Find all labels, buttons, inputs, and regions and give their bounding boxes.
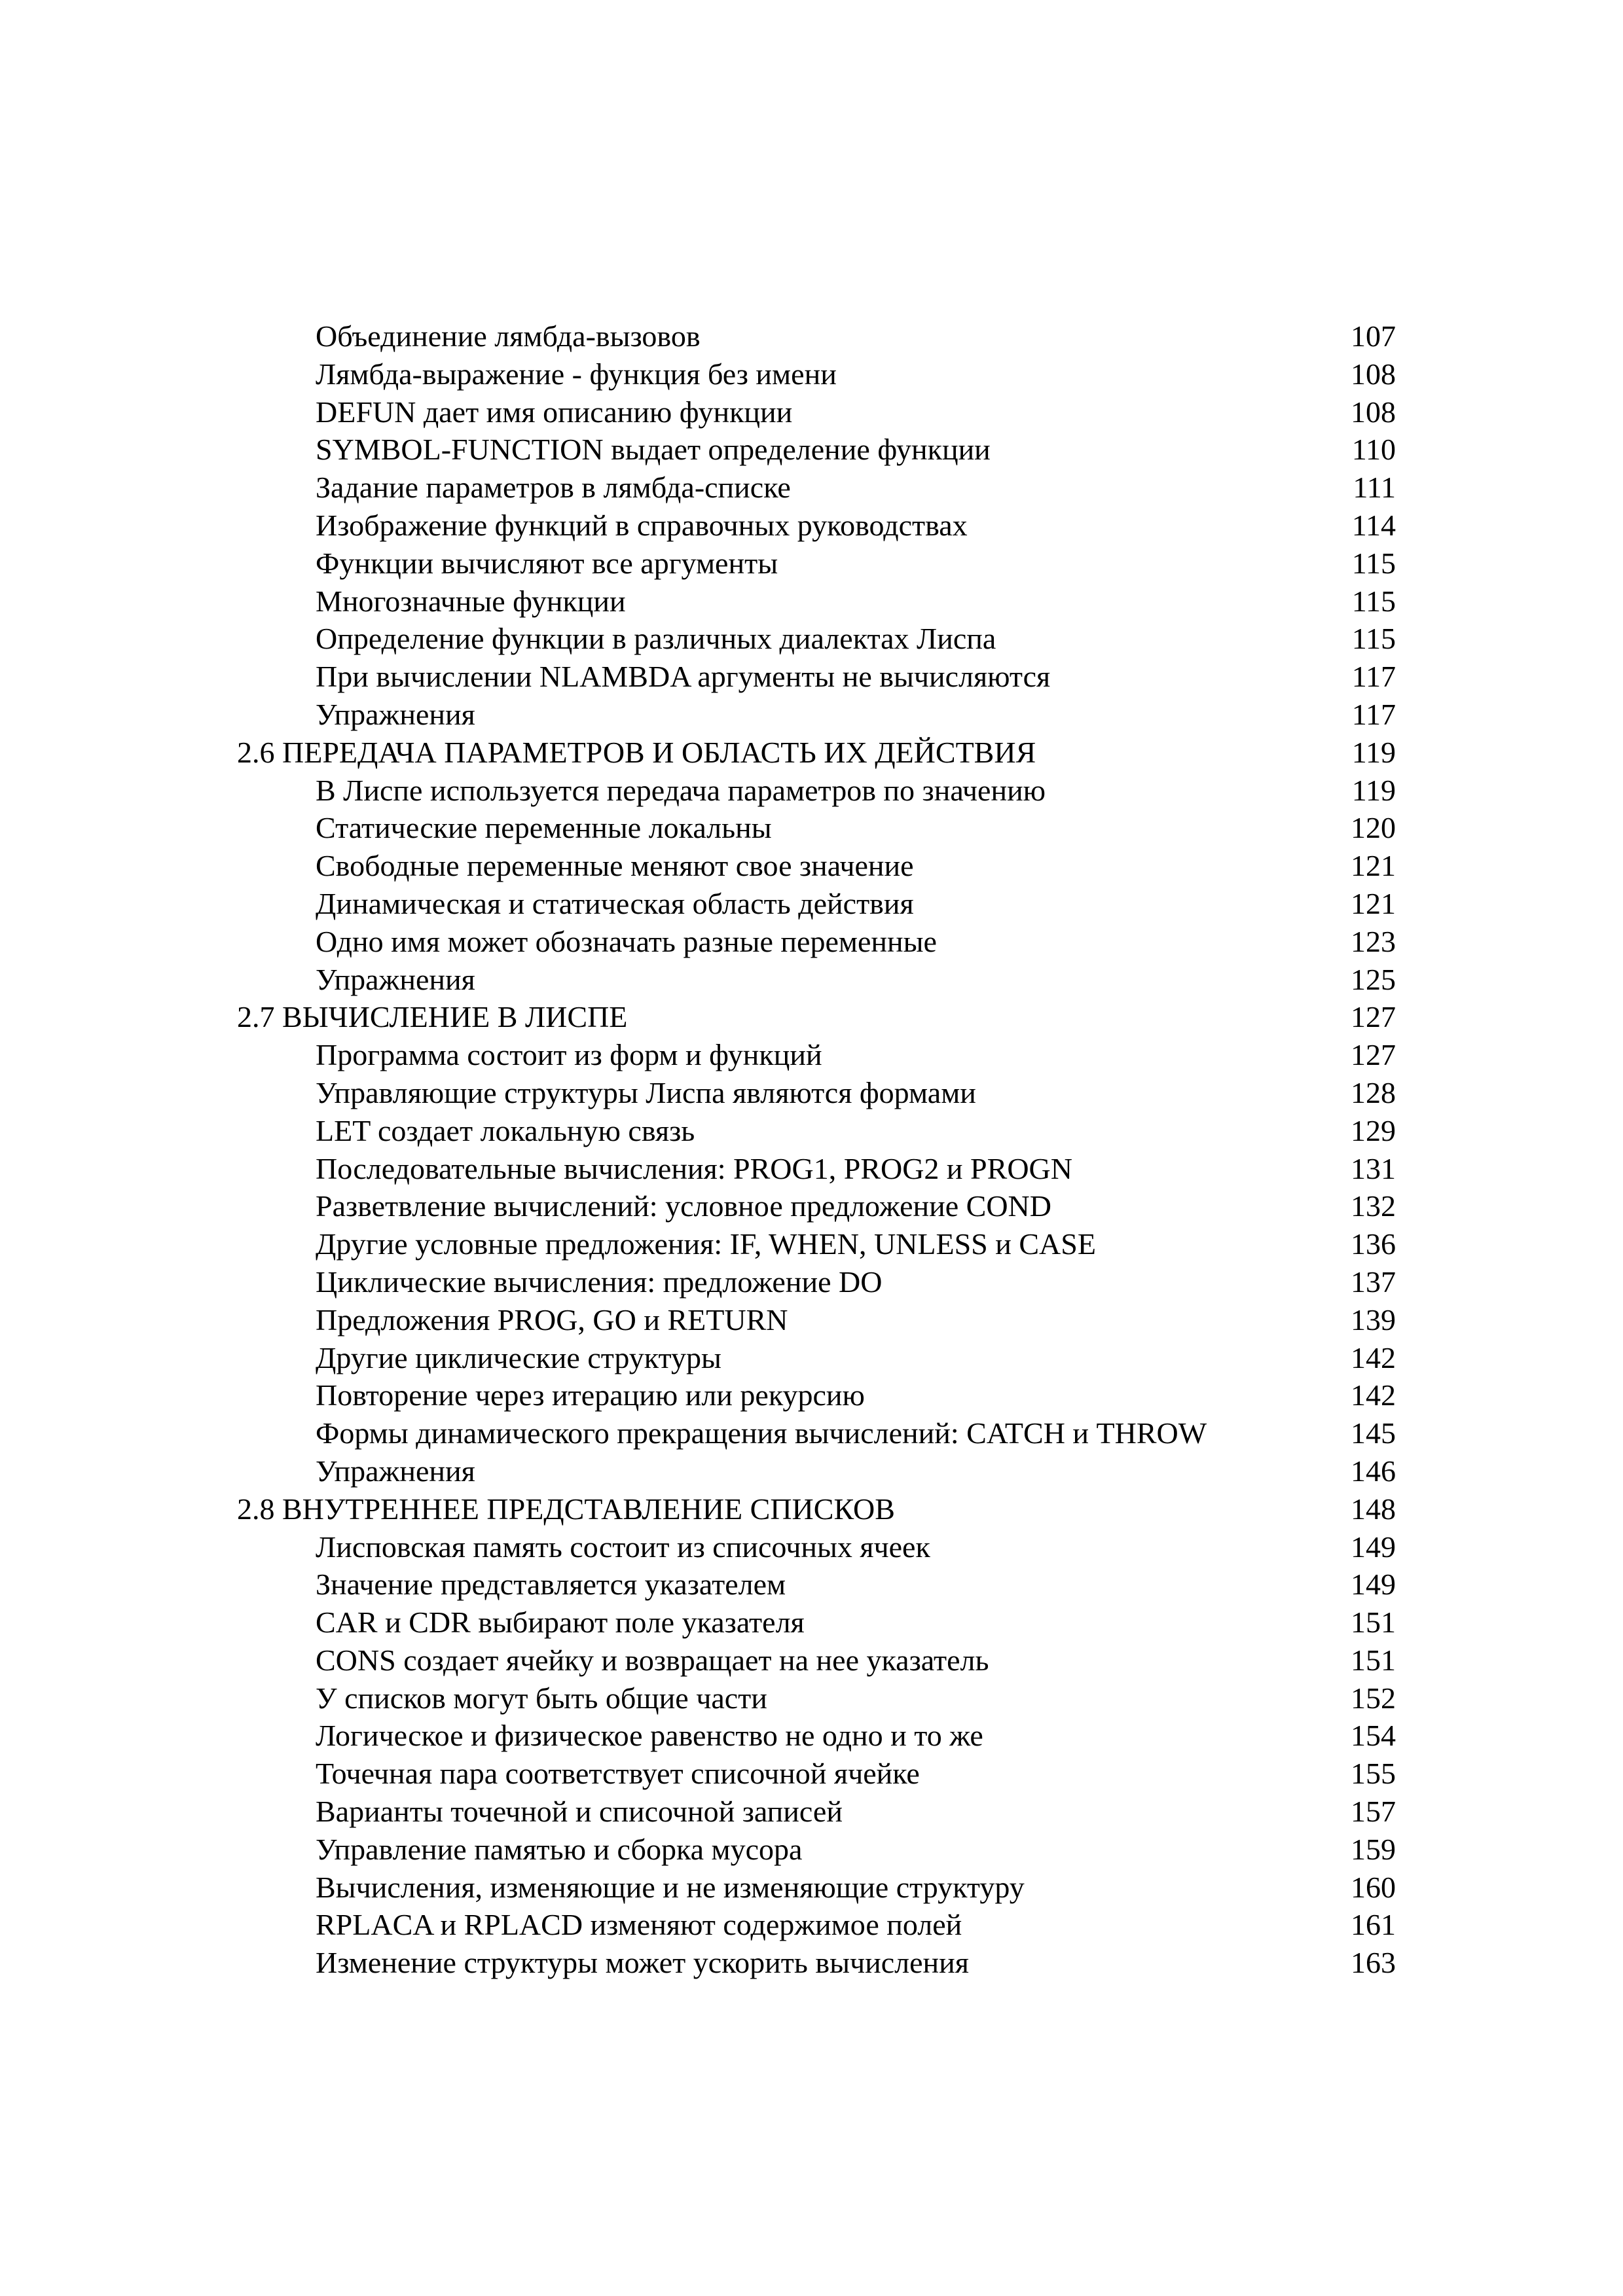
toc-entry bbox=[237, 1528, 1396, 1566]
toc-entry bbox=[237, 1566, 1396, 1604]
toc-entry-page-number: 123 bbox=[1351, 924, 1396, 958]
toc-entry-title: Другие циклические структуры bbox=[316, 1340, 721, 1374]
toc-entry bbox=[237, 1604, 1396, 1641]
toc-entry-page-number: 146 bbox=[1351, 1454, 1396, 1488]
toc-entry bbox=[237, 583, 1396, 620]
toc-entry-title: Функции вычисляют все аргументы bbox=[316, 546, 778, 580]
toc-entry-page-number: 161 bbox=[1351, 1908, 1396, 1942]
toc-entry bbox=[237, 507, 1396, 545]
toc-entry bbox=[237, 1869, 1396, 1907]
toc-entry bbox=[237, 1376, 1396, 1414]
toc-entry-page-number: 131 bbox=[1351, 1151, 1396, 1185]
toc-entry-page-number: 121 bbox=[1351, 886, 1396, 920]
toc-entry bbox=[237, 1641, 1396, 1679]
toc-entry-title: RPLACA и RPLACD изменяют содержимое полей bbox=[316, 1908, 962, 1942]
toc-entry bbox=[237, 1187, 1396, 1225]
toc-entry-page-number: 155 bbox=[1351, 1757, 1396, 1791]
toc-entry-title: CAR и CDR выбирают поле указателя bbox=[316, 1605, 805, 1640]
toc-entry bbox=[237, 1414, 1396, 1452]
toc-entry bbox=[237, 1679, 1396, 1717]
toc-section-heading bbox=[237, 998, 1396, 1036]
toc-entry-title: DEFUN дает имя описанию функции bbox=[316, 395, 793, 429]
toc-entry-page-number: 111 bbox=[1353, 471, 1396, 505]
toc-entry-title: Программа состоит из форм и функций bbox=[316, 1038, 822, 1072]
toc-entry-page-number: 151 bbox=[1351, 1605, 1396, 1640]
toc-entry-page-number: 148 bbox=[1351, 1492, 1396, 1526]
toc-entry-page-number: 121 bbox=[1351, 849, 1396, 883]
toc-entry-page-number: 152 bbox=[1351, 1681, 1396, 1715]
toc-entry-page-number: 149 bbox=[1351, 1568, 1396, 1602]
toc-entry-title: Точечная пара соответствует списочной ячейке bbox=[316, 1757, 920, 1791]
toc-entry-title: Другие условные предложения: IF, WHEN, UNLESS и CASE bbox=[316, 1227, 1096, 1261]
toc-entry-page-number: 157 bbox=[1351, 1795, 1396, 1829]
toc-entry bbox=[237, 393, 1396, 431]
toc-entry-title: CONS создает ячейку и возвращает на нее указатель bbox=[316, 1643, 989, 1677]
toc-entry-title: 2.7 ВЫЧИСЛЕНИЕ В ЛИСПЕ bbox=[237, 1000, 628, 1034]
toc-entry bbox=[237, 620, 1396, 658]
toc-entry bbox=[237, 696, 1396, 734]
toc-entry-page-number: 110 bbox=[1351, 433, 1396, 467]
toc-entry-page-number: 117 bbox=[1351, 697, 1396, 731]
toc-entry-page-number: 127 bbox=[1351, 1000, 1396, 1034]
toc-entry-page-number: 163 bbox=[1351, 1946, 1396, 1980]
toc-entry-title: При вычислении NLAMBDA аргументы не вычисляются bbox=[316, 660, 1051, 694]
toc-entry-title: Определение функции в различных диалектах Лиспа bbox=[316, 622, 996, 656]
toc-entry-title: Логическое и физическое равенство не одно и то же bbox=[316, 1719, 983, 1753]
toc-entry-title: Упражнения bbox=[316, 697, 475, 731]
toc-entry-title: Разветвление вычислений: условное предложение COND bbox=[316, 1189, 1051, 1223]
toc-entry bbox=[237, 1112, 1396, 1150]
toc-section-heading bbox=[237, 1490, 1396, 1528]
toc-entry-page-number: 129 bbox=[1351, 1113, 1396, 1147]
toc-entry-title: Динамическая и статическая область действия bbox=[316, 886, 914, 920]
toc-entry bbox=[237, 809, 1396, 847]
toc-entry-page-number: 145 bbox=[1351, 1416, 1396, 1450]
toc-entry bbox=[237, 1150, 1396, 1188]
toc-section-heading bbox=[237, 734, 1396, 772]
toc-entry-page-number: 149 bbox=[1351, 1530, 1396, 1564]
toc-entry bbox=[237, 1717, 1396, 1755]
toc-entry bbox=[237, 1339, 1396, 1377]
toc-entry-title: SYMBOL-FUNCTION выдает определение функции bbox=[316, 433, 991, 467]
toc-entry bbox=[237, 923, 1396, 961]
toc-entry-title: Значение представляется указателем bbox=[316, 1568, 786, 1602]
toc-entry-title: Последовательные вычисления: PROG1, PROG2 и PROGN bbox=[316, 1151, 1072, 1185]
toc-entry-page-number: 117 bbox=[1351, 660, 1396, 694]
toc-entry-page-number: 136 bbox=[1351, 1227, 1396, 1261]
toc-entry-page-number: 142 bbox=[1351, 1340, 1396, 1374]
toc-entry-title: Формы динамического прекращения вычислений: CATCH и THROW bbox=[316, 1416, 1207, 1450]
toc-entry-title: Вычисления, изменяющие и не изменяющие структуру bbox=[316, 1870, 1025, 1904]
toc-entry-page-number: 119 bbox=[1351, 735, 1396, 769]
toc-entry bbox=[237, 658, 1396, 696]
toc-entry-title: Управление памятью и сборка мусора bbox=[316, 1832, 803, 1866]
toc-entry-title: Предложения PROG, GO и RETURN bbox=[316, 1302, 788, 1336]
toc-entry-title: Лямбда-выражение - функция без имени bbox=[316, 357, 837, 391]
toc-entry-title: Упражнения bbox=[316, 1454, 475, 1488]
toc-entry-page-number: 108 bbox=[1351, 395, 1396, 429]
toc-entry-title: Лисповская память состоит из списочных ячеек bbox=[316, 1530, 930, 1564]
toc-entry-page-number: 115 bbox=[1351, 546, 1396, 580]
toc-entry-page-number: 107 bbox=[1351, 319, 1396, 353]
toc-entry-title: Многозначные функции bbox=[316, 584, 626, 618]
table-of-contents bbox=[237, 317, 1396, 1982]
toc-entry-title: Одно имя может обозначать разные переменные bbox=[316, 924, 937, 958]
toc-entry-title: 2.8 ВНУТРЕННЕЕ ПРЕДСТАВЛЕНИЕ СПИСКОВ bbox=[237, 1492, 895, 1526]
toc-entry bbox=[237, 1793, 1396, 1831]
toc-entry-page-number: 114 bbox=[1351, 508, 1396, 542]
toc-entry bbox=[237, 317, 1396, 355]
toc-entry-title: Упражнения bbox=[316, 962, 475, 996]
toc-entry-title: У списков могут быть общие части bbox=[316, 1681, 767, 1715]
toc-entry-page-number: 120 bbox=[1351, 811, 1396, 845]
toc-entry bbox=[237, 1036, 1396, 1074]
toc-entry-page-number: 137 bbox=[1351, 1265, 1396, 1299]
toc-entry-page-number: 128 bbox=[1351, 1075, 1396, 1109]
toc-entry bbox=[237, 1452, 1396, 1490]
toc-entry bbox=[237, 1944, 1396, 1982]
toc-entry bbox=[237, 1263, 1396, 1301]
toc-entry bbox=[237, 1906, 1396, 1944]
toc-entry-title: Статические переменные локальны bbox=[316, 811, 772, 845]
toc-entry-page-number: 108 bbox=[1351, 357, 1396, 391]
toc-entry-title: В Лиспе используется передача параметров по значению bbox=[316, 773, 1046, 807]
toc-entry-title: Изображение функций в справочных руководствах bbox=[316, 508, 968, 542]
toc-entry-title: Свободные переменные меняют свое значение bbox=[316, 849, 914, 883]
toc-entry bbox=[237, 1301, 1396, 1339]
toc-entry-title: LET создает локальную связь bbox=[316, 1113, 695, 1147]
toc-entry-page-number: 160 bbox=[1351, 1870, 1396, 1904]
toc-entry-page-number: 119 bbox=[1351, 773, 1396, 807]
toc-entry bbox=[237, 1225, 1396, 1263]
toc-entry-page-number: 142 bbox=[1351, 1378, 1396, 1412]
toc-entry bbox=[237, 545, 1396, 583]
toc-entry bbox=[237, 355, 1396, 393]
toc-entry bbox=[237, 1074, 1396, 1112]
toc-entry-title: Задание параметров в лямбда-списке bbox=[316, 471, 791, 505]
toc-entry-title: Повторение через итерацию или рекурсию bbox=[316, 1378, 865, 1412]
toc-entry-page-number: 151 bbox=[1351, 1643, 1396, 1677]
toc-entry-page-number: 132 bbox=[1351, 1189, 1396, 1223]
toc-entry bbox=[237, 847, 1396, 885]
toc-entry-title: Изменение структуры может ускорить вычисления bbox=[316, 1946, 969, 1980]
toc-entry-page-number: 159 bbox=[1351, 1832, 1396, 1866]
toc-entry-page-number: 127 bbox=[1351, 1038, 1396, 1072]
toc-entry bbox=[237, 961, 1396, 999]
toc-entry-title: Управляющие структуры Лиспа являются формами bbox=[316, 1075, 976, 1109]
toc-entry bbox=[237, 885, 1396, 923]
toc-entry-page-number: 139 bbox=[1351, 1302, 1396, 1336]
toc-entry bbox=[237, 772, 1396, 810]
toc-entry bbox=[237, 431, 1396, 469]
toc-entry bbox=[237, 1755, 1396, 1793]
toc-entry-page-number: 115 bbox=[1351, 622, 1396, 656]
toc-entry-title: Объединение лямбда-вызовов bbox=[316, 319, 701, 353]
toc-entry-page-number: 154 bbox=[1351, 1719, 1396, 1753]
toc-entry-page-number: 125 bbox=[1351, 962, 1396, 996]
toc-entry-title: 2.6 ПЕРЕДАЧА ПАРАМЕТРОВ И ОБЛАСТЬ ИХ ДЕЙСТВИЯ bbox=[237, 735, 1036, 769]
toc-entry bbox=[237, 469, 1396, 507]
toc-entry-title: Циклические вычисления: предложение DO bbox=[316, 1265, 883, 1299]
toc-entry-page-number: 115 bbox=[1351, 584, 1396, 618]
toc-entry-title: Варианты точечной и списочной записей bbox=[316, 1795, 843, 1829]
toc-entry bbox=[237, 1831, 1396, 1869]
